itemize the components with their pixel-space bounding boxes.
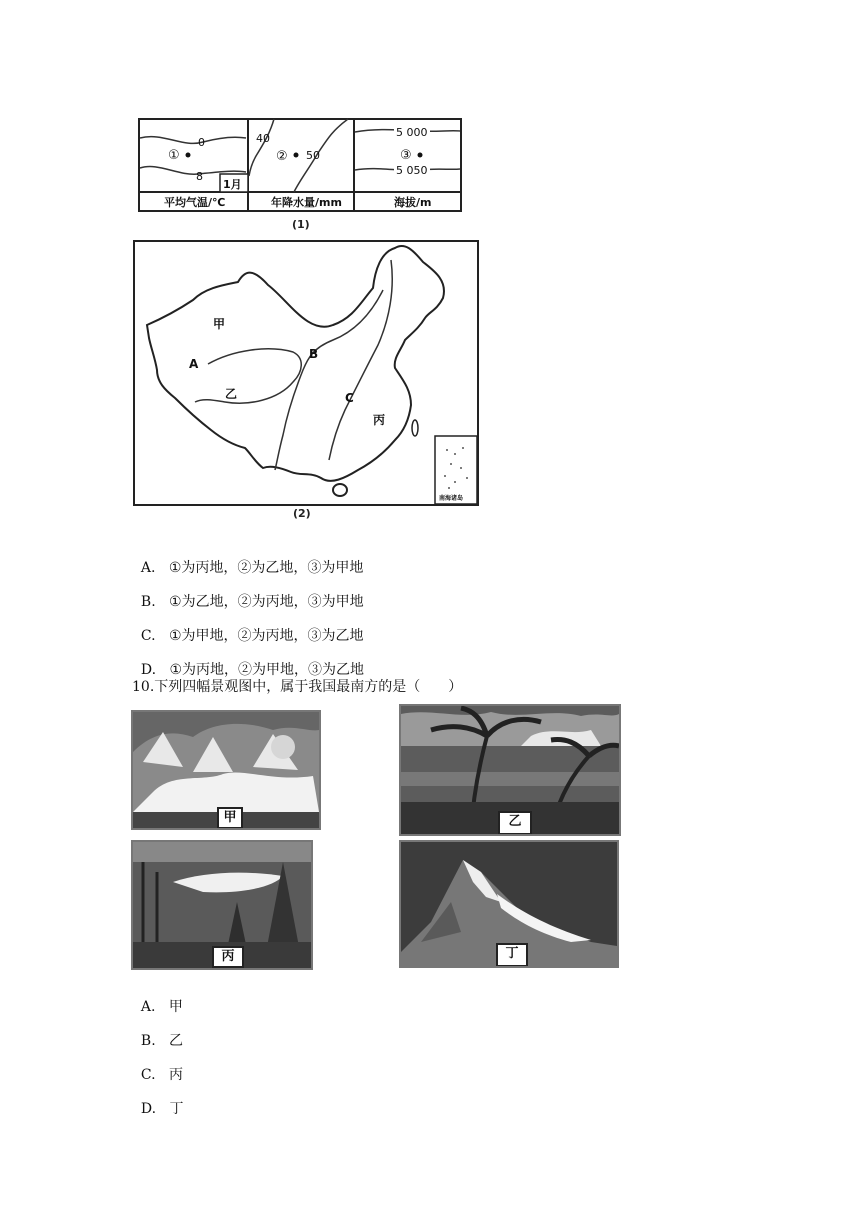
option-text: 丁 xyxy=(169,1101,184,1117)
q10-option-a[interactable] xyxy=(132,980,183,1016)
scene-bing xyxy=(131,840,313,970)
line-a-label: A xyxy=(189,357,199,371)
figure2-caption: (2) xyxy=(293,507,311,520)
option-letter: D. xyxy=(140,1101,157,1117)
q10-option-d[interactable] xyxy=(132,1082,183,1118)
isoline-panels xyxy=(138,118,462,213)
scene-jia xyxy=(131,710,321,830)
china-map xyxy=(133,240,479,506)
panel3-iso-top: 5 000 xyxy=(396,126,428,139)
panel3-point: ③ xyxy=(400,148,412,163)
panel2-point: ② xyxy=(276,149,288,164)
region-yi: 乙 xyxy=(225,387,238,401)
q9-option-b[interactable] xyxy=(132,575,364,611)
scene-ding-label: 丁 xyxy=(496,943,528,967)
line-c-label: C xyxy=(345,391,354,405)
region-jia: 甲 xyxy=(213,317,226,331)
option-text: 丙 xyxy=(168,1067,183,1083)
scene-jia-label: 甲 xyxy=(217,807,243,829)
option-letter: D. xyxy=(140,662,157,678)
option-text: ①为甲地，②为丙地，③为乙地 xyxy=(168,628,364,644)
scene-yi-label: 乙 xyxy=(498,811,532,835)
option-letter: B. xyxy=(140,1033,156,1049)
q10-text: 10.下列四幅景观图中，属于我国最南方的是（ ） xyxy=(132,679,463,695)
china-map-figure xyxy=(133,240,479,506)
option-text: ①为丙地，②为乙地，③为甲地 xyxy=(168,560,364,576)
scene-ding xyxy=(399,840,619,968)
q9-option-c[interactable] xyxy=(132,609,364,645)
q9-option-a[interactable] xyxy=(132,541,363,577)
panel1-point: ① xyxy=(168,148,180,163)
q10-option-c[interactable] xyxy=(132,1048,183,1084)
isoline-figure xyxy=(138,118,462,213)
inset-label: 南海诸岛 xyxy=(439,495,464,502)
option-text: 乙 xyxy=(169,1033,184,1049)
option-text: ①为丙地，②为甲地，③为乙地 xyxy=(169,662,365,678)
option-letter: B. xyxy=(140,594,156,610)
panel1-iso-bottom: 8 xyxy=(196,170,203,183)
panel3-iso-bottom: 5 050 xyxy=(396,164,428,177)
label-altitude: 海拔/m xyxy=(394,196,432,209)
line-b-label: B xyxy=(309,347,319,361)
panel1-month-note: 1月 xyxy=(223,178,242,191)
label-precipitation: 年降水量/mm xyxy=(271,196,342,209)
q9-option-d[interactable] xyxy=(132,643,364,679)
panel2-iso-right: 50 xyxy=(306,149,320,162)
option-letter: C. xyxy=(140,628,156,644)
panel1-iso-top: 0 xyxy=(198,136,205,149)
label-temperature: 平均气温/℃ xyxy=(164,196,226,209)
option-text: 甲 xyxy=(168,999,183,1015)
option-text: ①为乙地，②为丙地，③为甲地 xyxy=(169,594,364,610)
option-letter: A. xyxy=(140,560,156,576)
option-letter: C. xyxy=(140,1067,156,1083)
scene-bing-label: 丙 xyxy=(212,946,244,968)
panel2-iso-left: 40 xyxy=(256,132,270,145)
q10-option-b[interactable] xyxy=(132,1014,183,1050)
scene-yi xyxy=(399,704,621,836)
option-letter: A. xyxy=(140,999,156,1015)
region-bing: 丙 xyxy=(373,413,386,427)
figure1-caption: (1) xyxy=(292,218,310,231)
